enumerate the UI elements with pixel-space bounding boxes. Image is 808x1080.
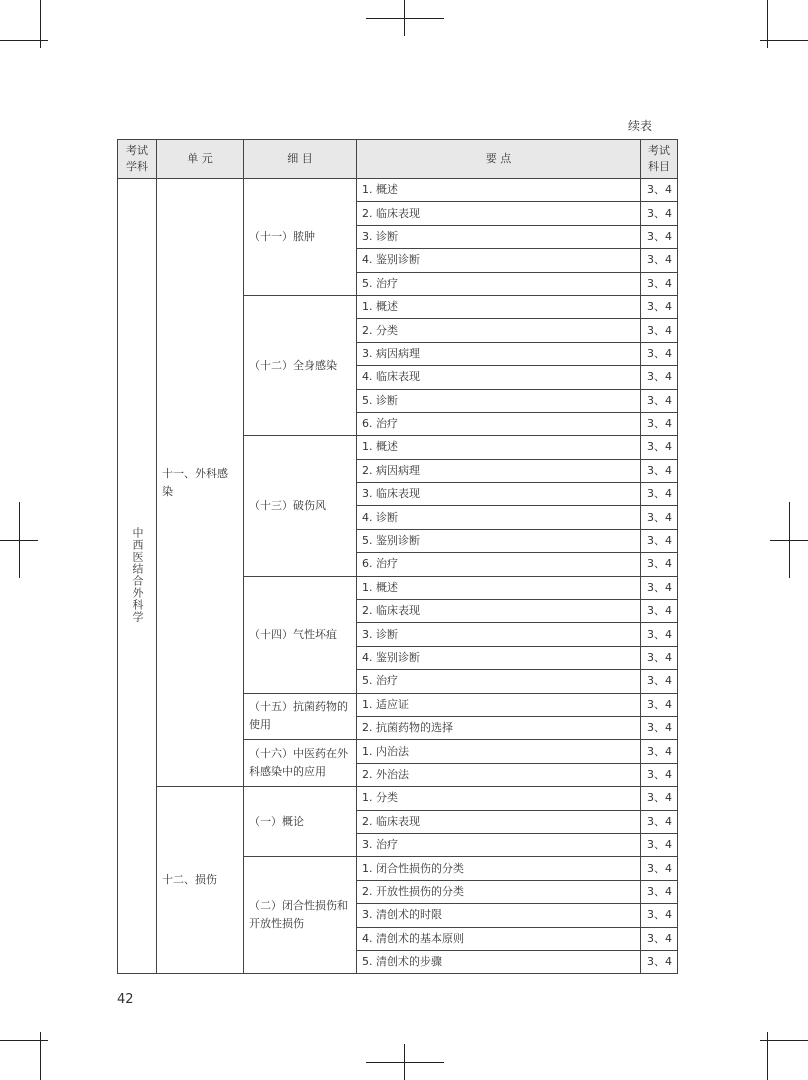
header-point: 要 点 [357, 140, 641, 179]
point-cell: 5. 鉴别诊断 [357, 529, 641, 552]
level-cell: 3、4 [641, 646, 678, 669]
level-cell: 3、4 [641, 225, 678, 248]
point-cell: 3. 临床表现 [357, 483, 641, 506]
point-cell: 3. 病因病理 [357, 342, 641, 365]
level-cell: 3、4 [641, 272, 678, 295]
point-cell: 1. 概述 [357, 436, 641, 459]
table-header-row [118, 140, 678, 179]
continued-label: 续表 [628, 119, 653, 133]
point-cell: 6. 治疗 [357, 412, 641, 435]
point-cell: 4. 鉴别诊断 [357, 646, 641, 669]
level-cell: 3、4 [641, 553, 678, 576]
point-cell: 2. 病因病理 [357, 459, 641, 482]
crop-mark [366, 18, 444, 19]
level-cell: 3、4 [641, 412, 678, 435]
point-cell: 1. 概述 [357, 295, 641, 318]
level-cell: 3、4 [641, 600, 678, 623]
level-cell: 3、4 [641, 716, 678, 739]
point-cell: 5. 诊断 [357, 389, 641, 412]
level-cell: 3、4 [641, 763, 678, 786]
point-cell: 3. 清创术的时限 [357, 904, 641, 927]
sub-item-cell: （一）概论 [244, 787, 357, 857]
level-cell: 3、4 [641, 810, 678, 833]
header-unit: 单 元 [157, 140, 244, 179]
level-cell: 3、4 [641, 623, 678, 646]
level-cell: 3、4 [641, 179, 678, 202]
level-cell: 3、4 [641, 459, 678, 482]
syllabus-table [117, 139, 678, 974]
point-cell: 2. 外治法 [357, 763, 641, 786]
point-cell: 6. 治疗 [357, 553, 641, 576]
point-cell: 4. 诊断 [357, 506, 641, 529]
crop-mark [40, 1032, 41, 1080]
point-cell: 5. 治疗 [357, 272, 641, 295]
level-cell: 3、4 [641, 249, 678, 272]
level-cell: 3、4 [641, 506, 678, 529]
page-number: 42 [117, 992, 134, 1007]
level-cell: 3、4 [641, 529, 678, 552]
level-cell: 3、4 [641, 693, 678, 716]
point-cell: 1. 概述 [357, 576, 641, 599]
point-cell: 3. 治疗 [357, 833, 641, 856]
point-cell: 2. 开放性损伤的分类 [357, 880, 641, 903]
subject-cell [118, 179, 157, 974]
crop-mark [19, 502, 20, 578]
level-cell: 3、4 [641, 319, 678, 342]
level-cell: 3、4 [641, 483, 678, 506]
point-cell: 1. 概述 [357, 179, 641, 202]
sub-item-cell: （十五）抗菌药物的使用 [244, 693, 357, 740]
level-cell: 3、4 [641, 366, 678, 389]
level-cell: 3、4 [641, 576, 678, 599]
level-cell: 3、4 [641, 670, 678, 693]
point-cell: 1. 适应证 [357, 693, 641, 716]
header-subject: 考试学科 [118, 140, 157, 179]
unit-cell: 十二、损伤 [157, 787, 244, 974]
level-cell: 3、4 [641, 927, 678, 950]
level-cell: 3、4 [641, 857, 678, 880]
crop-mark [789, 502, 790, 578]
table-row [118, 787, 678, 810]
point-cell: 2. 临床表现 [357, 810, 641, 833]
level-cell: 3、4 [641, 389, 678, 412]
point-cell: 2. 分类 [357, 319, 641, 342]
subject-label: 中西医结合外科学 [131, 526, 144, 623]
point-cell: 5. 清创术的步骤 [357, 950, 641, 973]
point-cell: 4. 清创术的基本原则 [357, 927, 641, 950]
level-cell: 3、4 [641, 787, 678, 810]
point-cell: 4. 临床表现 [357, 366, 641, 389]
point-cell: 3. 诊断 [357, 225, 641, 248]
point-cell: 1. 分类 [357, 787, 641, 810]
table-body [118, 179, 678, 974]
level-cell: 3、4 [641, 950, 678, 973]
crop-mark [40, 0, 41, 48]
unit-cell: 十一、外科感染 [157, 179, 244, 787]
level-cell: 3、4 [641, 904, 678, 927]
crop-mark [767, 0, 768, 48]
header-sub: 细 目 [244, 140, 357, 179]
level-cell: 3、4 [641, 202, 678, 225]
header-level: 考试科目 [641, 140, 678, 179]
point-cell: 4. 鉴别诊断 [357, 249, 641, 272]
sub-item-cell: （十三）破伤风 [244, 436, 357, 576]
sub-item-cell: （十四）气性坏疽 [244, 576, 357, 693]
point-cell: 3. 诊断 [357, 623, 641, 646]
level-cell: 3、4 [641, 295, 678, 318]
sub-item-cell: （十二）全身感染 [244, 295, 357, 435]
level-cell: 3、4 [641, 880, 678, 903]
level-cell: 3、4 [641, 342, 678, 365]
crop-mark [404, 0, 405, 36]
point-cell: 2. 临床表现 [357, 600, 641, 623]
table-row [118, 179, 678, 202]
point-cell: 1. 内治法 [357, 740, 641, 763]
sub-item-cell: （十一）脓肿 [244, 179, 357, 296]
point-cell: 1. 闭合性损伤的分类 [357, 857, 641, 880]
level-cell: 3、4 [641, 436, 678, 459]
point-cell: 2. 临床表现 [357, 202, 641, 225]
crop-mark [366, 1062, 444, 1063]
point-cell: 5. 治疗 [357, 670, 641, 693]
level-cell: 3、4 [641, 833, 678, 856]
sub-item-cell: （十六）中医药在外科感染中的应用 [244, 740, 357, 787]
crop-mark [404, 1044, 405, 1080]
crop-mark [767, 1032, 768, 1080]
point-cell: 2. 抗菌药物的选择 [357, 716, 641, 739]
sub-item-cell: （二）闭合性损伤和开放性损伤 [244, 857, 357, 974]
level-cell: 3、4 [641, 740, 678, 763]
